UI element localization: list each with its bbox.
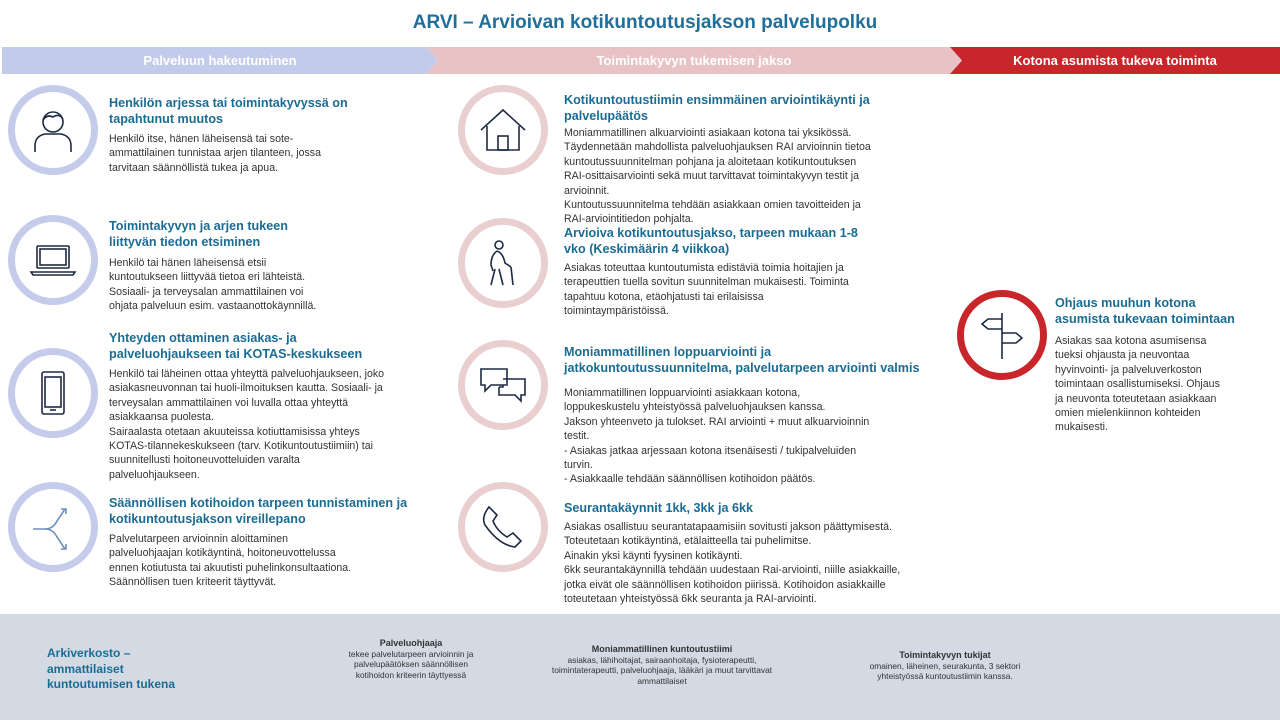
person-icon [25,102,81,158]
step-line: Palvelutarpeen arvioinnin aloittaminen [109,533,289,545]
step-line: Jakson yhteenveto ja tulokset. RAI arviointi + muut alkuarvioinnin [564,415,870,428]
step-line: Asiakas osallistuu seurantatapaamisiin sovitusti jakson päättymisestä. [564,521,892,533]
step-line: Moniammatillinen alkuarviointi asiakaan kotona tai yksikössä. [564,127,852,139]
step-heading: Moniammatillinen loppuarviointi ja jatkokuntoutussuunnitelma, palvelutarpeen arviointi valmis [564,345,920,375]
step-line: Toteutetaan kotikäyntinä, etälaitteella tai puhelimitse. [564,535,812,548]
footer-column-title: Palveluohjaaja [379,638,443,648]
footer-lead [47,646,175,693]
branching-arrows-icon-circle [8,482,98,572]
step-heading: Yhteyden ottaminen asiakas- ja palveluohjaukseen tai KOTAS-keskukseen [109,331,363,361]
house-icon-circle [458,85,548,175]
phase-banner-support-period [426,47,962,74]
step-heading: Henkilön arjessa tai toimintakyvyssä on tapahtunut muutos [109,96,348,126]
step-line: jotka eivät ole säännöllisen kotihoidon piirissä. Kotihoidon asiakkaille [564,578,886,591]
phase-banner-application [2,47,438,74]
step-line: terapeuttien tuella sovitun suunnitelman mukaisesti. Toiminta [564,276,849,289]
step-line: turvin. [564,459,593,472]
step-heading: Ohjaus muuhun kotona asumista tukevaan toimintaan [1055,296,1235,326]
phone-handset-icon [475,499,531,555]
step-line: tarvitaan säännöllistä tukea ja apua. [109,161,279,174]
step-line: Henkilö tai hänen läheisensä etsii [109,257,267,269]
footer-lead-line: kuntoutumisen tukena [47,677,176,691]
step-line: toteutetaan yhteistyössä 6kk seuranta ja RAI-arviointi. [564,593,817,606]
person-icon-circle [8,85,98,175]
step-guidance [1055,295,1255,435]
step-line: Säännöllisen tuen kriteerit täyttyvät. [109,576,277,589]
step-line: omien mielenkiinnon kohteiden [1055,407,1201,420]
footer-lead-line: ammattilaiset [47,661,124,676]
step-line: tapahtuu kotona, etäohjatusti tai erilaisissa [564,290,764,303]
step-line: Ainakin yksi käynti fyysinen kotikäynti. [564,549,743,562]
step-line: ennen kotiutusta tai akuutisti puhelinkonsultaationa. [109,561,352,574]
footer-column-supporters [840,650,1050,682]
footer-column-line: yhteistyössä kuntoutustiimin kanssa. [877,671,1013,682]
step-final-assessment [564,344,954,487]
step-line: toimintaympäristöissä. [564,305,669,318]
step-line: suunnitellusti hoitoneuvotteluiden varalta [109,454,300,467]
step-rehab-period [564,225,909,319]
laptop-icon-circle [8,215,98,305]
step-line: asiakasneuvonnan tai huoli-ilmoituksen kautta. Sosiaali- ja [109,382,383,395]
step-line: ohjata palveluun esim. vastaanottokäynnillä. [109,300,317,313]
branching-arrows-icon [25,499,81,555]
page-title: ARVI – Arvioivan kotikuntoutusjakson palvelupolku [412,12,878,33]
step-heading: Kotikuntoutustiimin ensimmäinen arviointikäynti ja palvelupäätös [564,93,870,123]
mobile-phone-icon-circle [8,348,98,438]
step-heading: Toimintakyvyn ja arjen tukeen liittyvän tiedon etsiminen [109,219,288,249]
step-follow-up [564,500,964,606]
step-line: Henkilö itse, hänen läheisensä tai sote- [109,133,294,145]
footer-column-line: omainen, läheinen, seurakunta, 3 sektori [869,660,1021,671]
footer-column-rehab-team [520,644,804,686]
step-line: Täydennetään mahdollista palveluohjauksen RAI arvioinnin tietoa [564,141,871,154]
step-identification [109,495,429,590]
step-line: Henkilö tai läheinen ottaa yhteyttä palveluohjaukseen, joko [109,368,385,380]
footer-column-title: Moniammatillinen kuntoutustiimi [591,644,733,654]
footer-column-line: kotihoidon kriteerin täyttyessä [355,669,467,680]
step-line: - Asiakas jatkaa arjessaan kotona itsenäisesti / tukipalveluiden [564,444,857,457]
step-line: arvioinnit. [564,184,610,197]
step-line: Asiakas toteuttaa kuntoutumista edistäviä toimia hoitajien ja [564,262,844,274]
footer-column-line: toimintaterapeutti, palveluohjaaja, lääkäri ja muut tarvittavat [551,665,773,676]
house-icon [475,102,531,158]
footer-column-service-coordinator [320,638,502,680]
signpost-icon [974,307,1030,363]
footer-column-title: Toimintakyvyn tukijat [899,650,991,660]
footer-column-line: asiakas, lähihoitajat, sairaanhoitaja, fysioterapeutti, [567,654,757,665]
step-line: terveysalan ammattilainen voi luvalla ottaa yhteyttä [109,396,349,409]
step-line: toimintaan osallistumiseksi. Ohjaus [1055,378,1220,391]
step-contact [109,330,429,482]
phone-handset-icon-circle [458,482,548,572]
step-line: Sosiaali- ja terveysalan ammattilainen voi [109,285,304,298]
step-line: tueksi ohjausta ja neuvontaa [1055,349,1190,362]
footer-column-line: palvelupäätöksen säännöllisen [353,659,469,670]
footer-support-network [0,614,1280,720]
step-line: Kuntoutussuunnitelma tehdään asiakkaan omien tavoitteiden ja [564,199,861,212]
phase-banner-home-living [950,47,1280,74]
step-line: KOTAS-tilannekeskukseen (tarv. Kotikuntoutustiimiin) tai [109,440,373,453]
speech-bubbles-icon [475,357,531,413]
step-change-noticed [109,95,379,175]
phase-label: Toimintakyvyn tukemisen jakso [596,53,792,68]
step-line: 6kk seurantakäynnillä tehdään uudestaan Rai-arviointi, niille asiakkaille, [564,564,901,577]
footer-lead-line: Arkiverkosto – [47,646,131,660]
mobile-phone-icon [25,365,81,421]
step-info-search [109,218,379,314]
step-line: RAI-arviointitiedon pohjalta. [564,213,694,226]
elderly-person-icon-circle [458,218,548,308]
step-line: loppukeskustelu yhteistyössä palveluohjauksen kanssa. [564,401,826,414]
laptop-icon [25,232,81,288]
step-line: kuntoutukseen liittyvää tietoa eri lähteistä. [109,271,306,284]
step-first-visit [564,92,909,227]
step-heading: Säännöllisen kotihoidon tarpeen tunnistaminen ja kotikuntoutusjakson vireillepano [109,496,408,526]
step-line: Sairaalasta otetaan akuuteissa kotiuttamisissa yhteys [109,425,360,438]
footer-column-line: ammattilaiset [637,675,687,686]
step-line: RAI-osittaisarviointi sekä muut tarvittavat toimintakyvyn testit ja [564,170,859,183]
speech-bubbles-icon-circle [458,340,548,430]
step-line: testit. [564,430,590,443]
step-line: asiakkaansa puolesta. [109,411,214,424]
elderly-person-walking-cane-icon [475,235,531,291]
footer-column-line: tekee palvelutarpeen arvioinnin ja [348,648,474,659]
step-line: - Asiakkaalle tehdään säännöllisen kotihoidon päätös. [564,473,816,486]
step-line: Asiakas saa kotona asumisensa [1055,335,1207,347]
step-line: ja neuvonta toteutetaan asiakkaan [1055,392,1217,405]
step-line: hyvinvointi- ja palveluverkoston [1055,363,1202,376]
step-heading: Seurantakäynnit 1kk, 3kk ja 6kk [564,501,754,515]
step-line: kuntoutussuunnitelman pohjana ja aloitetaan kotikuntoutuksen [564,155,857,168]
step-line: mukaisesti. [1055,421,1108,434]
step-line: palveluohjaajan kotikäyntinä, hoitoneuvottelussa [109,547,336,560]
step-line: Moniammatillinen loppuarviointi asiakkaan kotona, [564,387,801,399]
signpost-icon-circle [957,290,1047,380]
step-line: palveluohjaukseen. [109,468,200,481]
phase-label: Kotona asumista tukeva toiminta [1013,53,1217,68]
step-heading: Arvioiva kotikuntoutusjakso, tarpeen mukaan 1-8 vko (Keskimäärin 4 viikkoa) [564,226,858,256]
step-line: ammattilainen tunnistaa arjen tilanteen, jossa [109,147,321,160]
phase-label: Palveluun hakeutuminen [143,53,297,68]
